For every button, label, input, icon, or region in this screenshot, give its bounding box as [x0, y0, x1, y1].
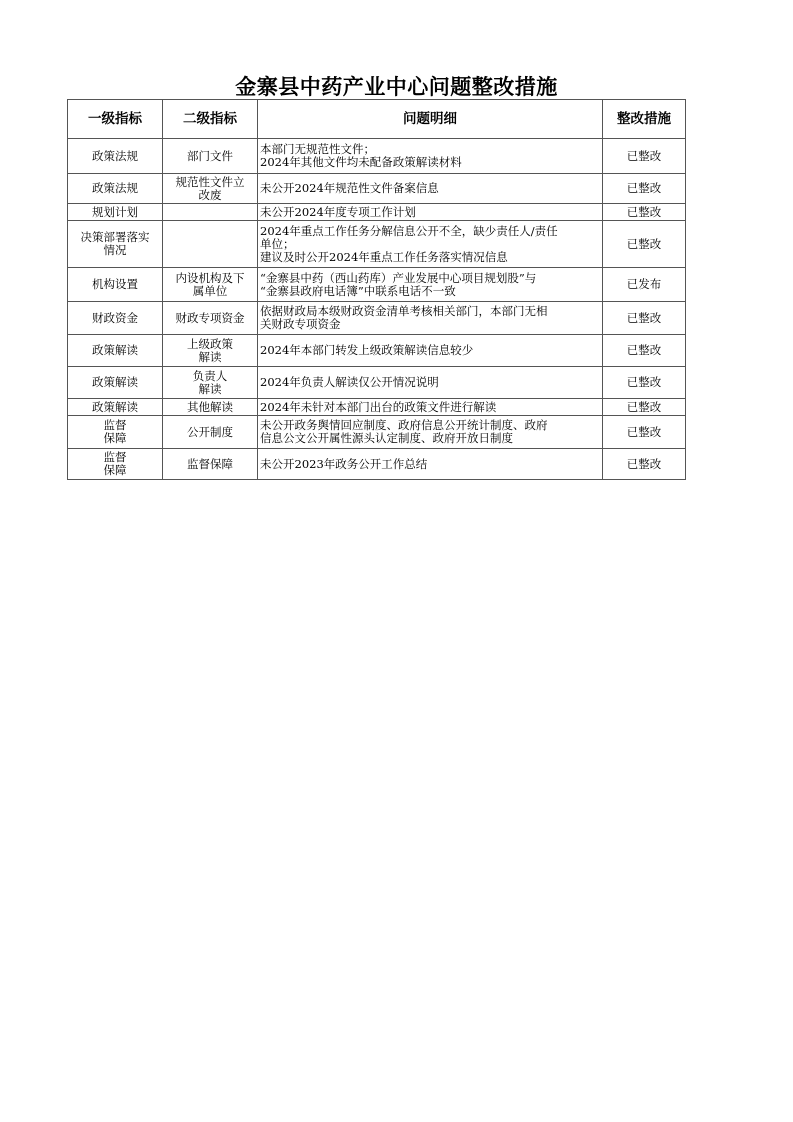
cell-action: 已整改: [603, 221, 686, 268]
cell-level1: [68, 416, 163, 449]
cell-level1-line: 政策法规: [92, 181, 138, 195]
cell-detail-line: 2024年负责人解读仅公开情况说明: [260, 375, 439, 389]
cell-level1-line: 财政资金: [92, 310, 138, 325]
table-row: [68, 174, 686, 204]
cell-level2-line: 财政专项资金: [175, 310, 245, 325]
cell-level1-line: 保障: [103, 463, 127, 477]
cell-detail: [258, 367, 603, 399]
cell-detail: [258, 139, 603, 174]
cell-level2-line: 上级政策: [187, 336, 233, 351]
cell-action: 已整改: [603, 399, 686, 416]
cell-action: 已整改: [603, 302, 686, 335]
cell-level2: [163, 139, 258, 174]
table-row: [68, 416, 686, 449]
cell-level2-line: 规范性文件立: [175, 174, 245, 189]
cell-detail: [258, 399, 603, 416]
cell-action: 已整改: [603, 416, 686, 449]
cell-detail: [258, 221, 603, 268]
cell-detail-line: 2024年本部门转发上级政策解读信息较少: [260, 343, 474, 357]
cell-level2-line: 负责人: [192, 368, 228, 383]
cell-level2: [163, 449, 258, 480]
page-title: 金寨县中药产业中心问题整改措施: [235, 75, 558, 99]
cell-level1-line: 监督: [103, 450, 127, 464]
cell-level2-line: 部门文件: [187, 148, 233, 163]
cell-detail: [258, 268, 603, 302]
table-row: [68, 367, 686, 399]
cell-action: 已整改: [603, 174, 686, 204]
cell-level1-line: 机构设置: [92, 277, 138, 291]
cell-level2: [163, 399, 258, 416]
cell-level2: [163, 367, 258, 399]
cell-level1: [68, 335, 163, 367]
cell-detail-line: 信息公文公开属性源头认定制度、政府开放日制度: [260, 431, 513, 445]
rectification-table: [67, 99, 686, 480]
cell-detail-line: 2024年重点工作任务分解信息公开不全，缺少责任人/责任: [260, 223, 558, 238]
cell-level2-line: 监督保障: [187, 456, 233, 471]
cell-detail-line: 未公开政务舆情回应制度、政府信息公开统计制度、政府: [260, 418, 548, 432]
cell-detail-line: 2024年未针对本部门出台的政策文件进行解读: [260, 399, 497, 414]
table-body: [68, 139, 686, 480]
cell-action: 已整改: [603, 367, 686, 399]
table-row: [68, 139, 686, 174]
cell-level2-line: 其他解读: [187, 399, 233, 414]
table-row: [68, 399, 686, 416]
cell-detail-line: 建议及时公开2024年重点工作任务落实情况信息: [260, 249, 508, 264]
table-row: [68, 204, 686, 221]
cell-level1: [68, 367, 163, 399]
cell-level1-line: 政策解读: [92, 375, 138, 389]
cell-level2-line: 解读: [198, 349, 222, 364]
cell-level2: [163, 221, 258, 268]
table-row: [68, 221, 686, 268]
cell-level2-line: 内设机构及下: [175, 270, 245, 285]
cell-level1: [68, 221, 163, 268]
header-level2: 二级指标: [163, 100, 258, 139]
table-header-row: [68, 100, 686, 139]
cell-level1-line: 政策解读: [92, 343, 138, 357]
cell-level1: [68, 399, 163, 416]
cell-detail: [258, 204, 603, 221]
cell-detail-line: 关财政专项资金: [260, 317, 341, 331]
table-row: [68, 268, 686, 302]
cell-level2: [163, 174, 258, 204]
cell-level2-line: 公开制度: [187, 424, 233, 439]
cell-detail-line: 未公开2024年度专项工作计划: [260, 204, 416, 219]
cell-action: 已整改: [603, 204, 686, 221]
cell-level2-line: 解读: [198, 381, 222, 396]
cell-detail: [258, 416, 603, 449]
cell-detail-line: 未公开2024年规范性文件备案信息: [260, 181, 439, 195]
cell-level2: [163, 204, 258, 221]
cell-level1: [68, 449, 163, 480]
cell-level1-line: 政策法规: [92, 148, 138, 163]
cell-detail-line: 单位；: [260, 236, 295, 251]
cell-detail-line: 依据财政局本级财政资金清单考核相关部门，本部门无相: [260, 304, 548, 318]
cell-detail-line: “金寨县中药（西山药库）产业发展中心项目规划股”与: [260, 270, 537, 285]
header-detail: 问题明细: [258, 100, 603, 139]
cell-action: 已整改: [603, 139, 686, 174]
cell-action: 已整改: [603, 449, 686, 480]
cell-level1-line: 保障: [103, 431, 127, 445]
cell-detail-line: 2024年其他文件均未配备政策解读材料: [260, 155, 462, 169]
cell-level1: [68, 302, 163, 335]
cell-level1-line: 规划计划: [92, 204, 138, 219]
table-row: [68, 302, 686, 335]
header-action: 整改措施: [603, 100, 686, 139]
cell-level2: [163, 416, 258, 449]
table-row: [68, 449, 686, 480]
cell-detail: [258, 449, 603, 480]
cell-level2-line: 属单位: [192, 283, 228, 298]
cell-action: 已发布: [603, 268, 686, 302]
cell-detail: [258, 174, 603, 204]
cell-level1: [68, 268, 163, 302]
cell-detail: [258, 302, 603, 335]
cell-level1: [68, 139, 163, 174]
cell-level1-line: 监督: [103, 418, 127, 432]
cell-level1-line: 决策部署落实: [80, 230, 150, 244]
cell-level1-line: 情况: [103, 243, 127, 257]
cell-detail-line: 本部门无规范性文件；: [260, 142, 375, 156]
cell-detail-line: “金寨县政府电话簿”中联系电话不一致: [260, 283, 456, 298]
cell-level2: [163, 335, 258, 367]
cell-detail-line: 未公开2023年政务公开工作总结: [260, 456, 428, 471]
cell-level2: [163, 302, 258, 335]
cell-level1: [68, 174, 163, 204]
cell-level1: [68, 204, 163, 221]
header-level1: 一级指标: [68, 100, 163, 139]
cell-level2-line: 改废: [198, 187, 222, 202]
cell-action: 已整改: [603, 335, 686, 367]
table-row: [68, 335, 686, 367]
cell-detail: [258, 335, 603, 367]
cell-level1-line: 政策解读: [92, 399, 138, 414]
cell-level2: [163, 268, 258, 302]
